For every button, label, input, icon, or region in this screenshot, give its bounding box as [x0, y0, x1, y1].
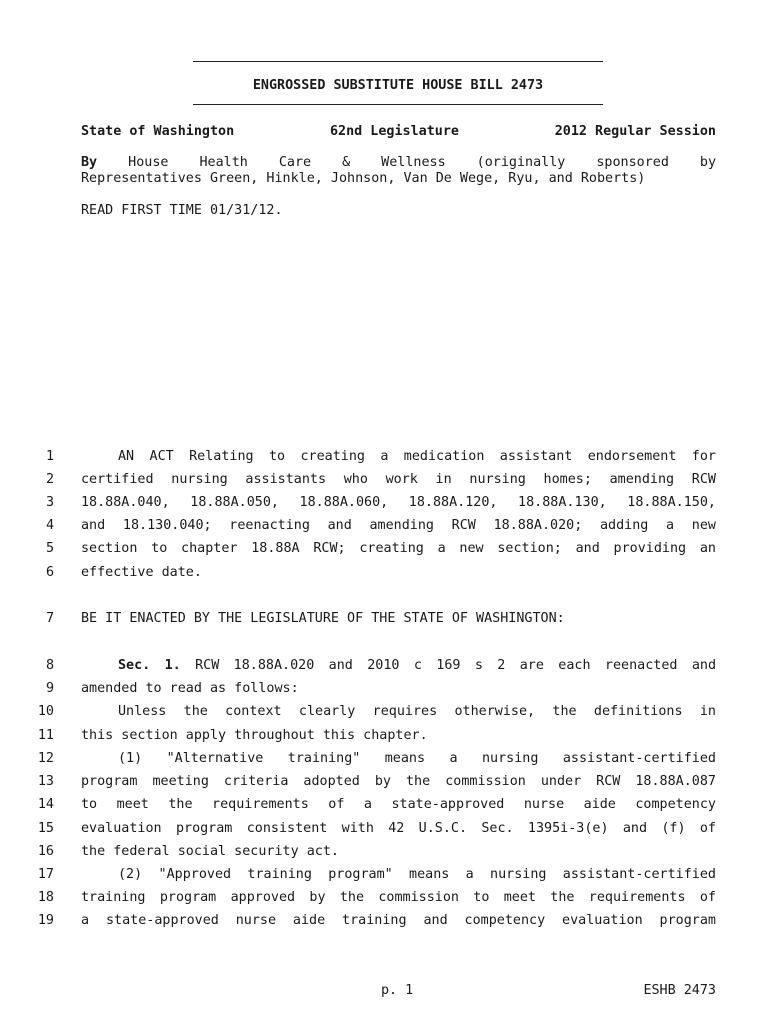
- line-number: 19: [37, 913, 54, 928]
- line-text: [81, 658, 716, 673]
- line-16: [0, 844, 770, 864]
- line-text: program meeting criteria adopted by the commission under RCW 18.88A.087: [81, 774, 716, 789]
- line-number: 18: [37, 890, 54, 905]
- line-number: 15: [37, 821, 54, 836]
- line-11: [0, 728, 770, 748]
- line-9: [0, 681, 770, 701]
- line-number: 17: [37, 867, 54, 882]
- line-10: [0, 704, 770, 724]
- line-number: 7: [45, 611, 54, 626]
- line-text: and 18.130.040; reenacting and amending RCW 18.88A.020; adding a new: [81, 518, 716, 533]
- line-1: [0, 449, 770, 469]
- session-header: [81, 124, 716, 139]
- line-number: 2: [45, 472, 54, 487]
- line-number: 3: [45, 495, 54, 510]
- line-text: (1) "Alternative training" means a nursing assistant-certified: [118, 751, 716, 766]
- line-number: 8: [45, 658, 54, 673]
- bill-title: ENGROSSED SUBSTITUTE HOUSE BILL 2473: [252, 78, 544, 93]
- line-number: 1: [45, 449, 54, 464]
- line-6: [0, 565, 770, 585]
- by-label: By: [81, 155, 98, 170]
- section-text: RCW 18.88A.020 and 2010 c 169 s 2 are each reenacted and: [195, 658, 716, 673]
- line-text: 18.88A.040, 18.88A.050, 18.88A.060, 18.88A.120, 18.88A.130, 18.88A.150,: [81, 495, 716, 510]
- line-number: 14: [37, 797, 54, 812]
- line-number: 4: [45, 518, 54, 533]
- title-top-rule: [193, 61, 603, 62]
- line-text: training program approved by the commission to meet the requirements of: [81, 890, 716, 905]
- sponsor-text-1: House Health Care & Wellness (originally sponsored by: [128, 155, 717, 170]
- line-7: [0, 611, 770, 631]
- line-number: 12: [37, 751, 54, 766]
- line-14: [0, 797, 770, 817]
- line-3: [0, 495, 770, 515]
- line-17: [0, 867, 770, 887]
- line-19: [0, 913, 770, 933]
- line-5: [0, 541, 770, 561]
- line-12: [0, 751, 770, 771]
- line-2: [0, 472, 770, 492]
- line-text: amended to read as follows:: [81, 681, 299, 696]
- line-text: BE IT ENACTED BY THE LEGISLATURE OF THE STATE OF WASHINGTON:: [81, 611, 565, 626]
- line-number: 16: [37, 844, 54, 859]
- section-label: Sec. 1.: [118, 658, 181, 673]
- line-18: [0, 890, 770, 910]
- line-number: 11: [37, 728, 54, 743]
- line-text: AN ACT Relating to creating a medication assistant endorsement for: [118, 449, 716, 464]
- line-text: Unless the context clearly requires otherwise, the definitions in: [118, 704, 716, 719]
- line-15: [0, 821, 770, 841]
- state-name: State of Washington: [81, 124, 235, 139]
- line-text: a state-approved nurse aide training and competency evaluation program: [81, 913, 716, 928]
- line-text: section to chapter 18.88A RCW; creating a new section; and providing an: [81, 541, 716, 556]
- line-number: 10: [37, 704, 54, 719]
- line-13: [0, 774, 770, 794]
- page-number: p. 1: [381, 983, 414, 998]
- line-text: the federal social security act.: [81, 844, 339, 859]
- sponsor-line-2: Representatives Green, Hinkle, Johnson, Van De Wege, Ryu, and Roberts): [81, 171, 646, 186]
- line-4: [0, 518, 770, 538]
- read-first-time: READ FIRST TIME 01/31/12.: [81, 203, 283, 218]
- line-number: 9: [45, 681, 54, 696]
- line-text: certified nursing assistants who work in nursing homes; amending RCW: [81, 472, 716, 487]
- line-text: this section apply throughout this chapter.: [81, 728, 428, 743]
- legislature-name: 62nd Legislature: [329, 124, 459, 139]
- line-text: to meet the requirements of a state-approved nurse aide competency: [81, 797, 716, 812]
- line-text: evaluation program consistent with 42 U.S.C. Sec. 1395i-3(e) and (f) of: [81, 821, 716, 836]
- line-text: (2) "Approved training program" means a nursing assistant-certified: [118, 867, 716, 882]
- line-8: [0, 658, 770, 678]
- sponsor-line-1: [81, 155, 716, 170]
- bill-code: ESHB 2473: [643, 983, 716, 998]
- line-number: 5: [45, 541, 54, 556]
- line-number: 13: [37, 774, 54, 789]
- title-bottom-rule: [193, 104, 603, 105]
- line-number: 6: [45, 565, 54, 580]
- line-text: effective date.: [81, 565, 202, 580]
- session-name: 2012 Regular Session: [554, 124, 716, 139]
